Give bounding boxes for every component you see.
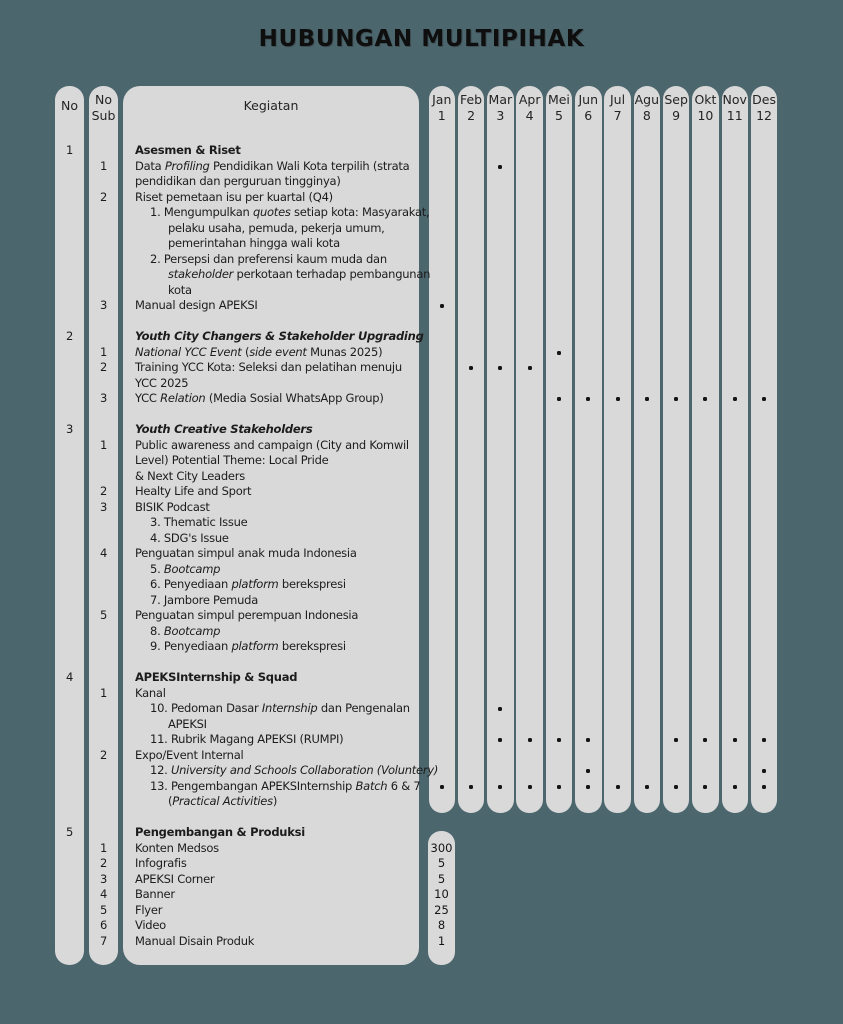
table-row [0,469,843,485]
schedule-dot-nov [733,397,737,401]
row-sub-no: 2 [99,189,108,204]
activity-text: Manual Disain Produk [135,933,255,948]
schedule-dot-sep [674,785,678,789]
activity-text: Expo/Event Internal [135,747,244,762]
activity-text: 4. SDG's Issue [150,530,229,545]
table-row [0,794,843,810]
row-sub-no: 1 [99,344,108,359]
row-sub-no: 1 [99,685,108,700]
activity-text: pendidikan dan perguruan tingginya) [135,174,341,188]
row-sub-no: 5 [99,902,108,917]
schedule-dot-jul [616,397,620,401]
row-sub-no: 2 [99,856,108,870]
activity-section-title: APEKSInternship & Squad [135,670,298,684]
schedule-dot-jun [586,769,590,773]
activity-text: APEKSI [168,716,207,731]
schedule-dot-mar [498,366,502,370]
table-row [0,159,843,175]
row-sub-no: 1 [99,840,108,855]
header-no-sub [85,92,122,124]
spacer-row [0,314,843,330]
table-row [0,515,843,531]
month-name: Agu [634,92,660,107]
schedule-dot-apr [528,366,532,370]
table-row [0,593,843,609]
table-row [0,283,843,299]
activity-text: YCC Relation (Media Sosial WhatsApp Group) [135,391,384,405]
schedule-dot-apr [528,738,532,742]
schedule-dot-mei [557,351,561,355]
table-row [0,856,843,872]
header-no-sub-line2: Sub [91,108,116,123]
activity-text: 2. Persepsi dan preferensi kaum muda dan [150,251,387,266]
table-row [0,236,843,252]
schedule-dot-jan [440,304,444,308]
month-header-jul [602,92,633,124]
table-row [0,887,843,903]
month-name: Nov [722,92,747,107]
spacer-row [0,655,843,671]
activity-text: 3. Thematic Issue [150,515,248,529]
schedule-dot-jun [586,785,590,789]
jan-quantity: 10 [434,887,449,901]
month-number: 2 [467,108,476,123]
table-row [0,732,843,748]
activity-text: pelaku usaha, pemuda, pekerja umum, [168,220,385,235]
month-header-okt [690,92,721,124]
table-row [0,174,843,190]
schedule-dot-agu [645,785,649,789]
schedule-dot-des [762,738,766,742]
schedule-dot-mar [498,707,502,711]
month-header-mei [544,92,575,124]
rows [0,143,843,949]
month-name: Jan [432,92,452,107]
month-header-nov [720,92,751,124]
month-number: 9 [672,108,681,123]
table-row [0,500,843,516]
header-kegiatan: Kegiatan [243,98,299,113]
activity-text: 5. Bootcamp [150,561,221,576]
activity-text: Konten Medsos [135,840,219,855]
table-row [0,329,843,345]
activity-text: & Next City Leaders [135,468,245,483]
activity-text: 13. Pengembangan APEKSInternship Batch 6 & 7 [150,778,421,793]
activity-text: 9. Penyediaan platform berekspresi [150,639,346,653]
month-name: Des [752,92,776,107]
month-number: 1 [437,108,446,123]
jan-quantity: 1 [437,933,446,948]
schedule-dot-agu [645,397,649,401]
activity-text: 12. University and Schools Collaboration (Voluntery) [150,763,439,777]
jan-quantity: 25 [434,902,449,917]
table-row [0,422,843,438]
table-row [0,205,843,221]
row-sub-no: 3 [99,298,108,312]
schedule-dot-mei [557,738,561,742]
row-no: 3 [65,422,74,436]
row-sub-no: 3 [99,391,108,405]
table-row [0,391,843,407]
jan-quantity: 5 [437,871,446,886]
activity-text: Flyer [135,902,163,917]
table-row [0,267,843,283]
activity-text: Penguatan simpul anak muda Indonesia [135,546,357,560]
activity-text: 11. Rubrik Magang APEKSI (RUMPI) [150,732,344,746]
table-row [0,531,843,547]
month-name: Jul [610,92,626,107]
month-header-agu [632,92,663,124]
page-title: HUBUNGAN MULTIPIHAK [258,26,585,52]
row-sub-no: 7 [99,933,108,948]
month-name: Apr [518,92,541,107]
schedule-dot-mar [498,738,502,742]
jan-quantity: 300 [430,840,453,855]
activity-text: BISIK Podcast [135,499,210,514]
table-row [0,360,843,376]
row-no: 5 [65,825,74,839]
activity-text: National YCC Event (side event Munas 2025) [135,344,383,359]
table-row [0,701,843,717]
schedule-dot-mar [498,785,502,789]
activity-text: Manual design APEKSI [135,298,258,312]
row-sub-no: 6 [99,918,108,932]
row-sub-no: 2 [99,747,108,762]
schedule-dot-jun [586,738,590,742]
table-row [0,221,843,237]
table-row [0,624,843,640]
month-number: 12 [756,108,772,123]
activity-text: Riset pemetaan isu per kuartal (Q4) [135,189,333,204]
activity-text: 6. Penyediaan platform berekspresi [150,577,346,591]
table-row [0,298,843,314]
activity-text: (Practical Activities) [168,794,278,808]
table-row [0,577,843,593]
activity-text: Kanal [135,685,166,700]
row-sub-no: 4 [99,546,108,560]
month-name: Sep [664,92,688,107]
schedule-dot-des [762,769,766,773]
spacer-row [0,407,843,423]
row-no: 1 [65,143,74,157]
activity-section-title: Youth City Changers & Stakeholder Upgrading [135,329,424,343]
row-sub-no: 1 [99,437,108,452]
schedule-dot-jul [616,785,620,789]
row-sub-no: 5 [99,608,108,622]
schedule-dot-apr [528,785,532,789]
month-number: 4 [525,108,534,123]
row-sub-no: 1 [99,158,108,173]
table-row [0,903,843,919]
row-sub-no: 2 [99,484,108,498]
activity-text: Banner [135,887,175,901]
table-row [0,252,843,268]
table-row [0,562,843,578]
schedule-dot-nov [733,738,737,742]
activity-text: stakeholder perkotaan terhadap pembangunan [168,267,431,281]
activity-text: Public awareness and campaign (City and Komwil [135,437,409,452]
schedule-dot-feb [469,785,473,789]
activity-text: 8. Bootcamp [150,623,221,638]
schedule-dot-sep [674,738,678,742]
row-no: 4 [65,670,74,684]
schedule-dot-mei [557,397,561,401]
table-row [0,686,843,702]
table-row [0,934,843,950]
activity-text: Training YCC Kota: Seleksi dan pelatihan menuju [135,360,402,374]
schedule-dot-mar [498,165,502,169]
spacer-row [0,810,843,826]
table-row [0,779,843,795]
row-no: 2 [65,329,74,343]
schedule-dot-okt [703,785,707,789]
schedule-dot-okt [703,397,707,401]
schedule-dot-des [762,397,766,401]
month-header-mar [485,92,516,124]
schedule-dot-sep [674,397,678,401]
month-name: Mei [547,92,570,107]
activity-text: pemerintahan hingga wali kota [168,236,340,250]
month-number: 8 [642,108,651,123]
table-row [0,670,843,686]
schedule-dot-nov [733,785,737,789]
month-number: 6 [584,108,593,123]
table-row [0,376,843,392]
table-row [0,763,843,779]
table-row [0,918,843,934]
month-header-jun [573,92,604,124]
month-number: 3 [496,108,505,123]
schedule-dot-okt [703,738,707,742]
table-row [0,438,843,454]
header-no: No [61,98,78,113]
month-header-sep [661,92,692,124]
schedule-dot-jan [440,785,444,789]
activity-text: Level) Potential Theme: Local Pride [135,453,329,467]
activity-text: YCC 2025 [135,375,189,390]
month-number: 7 [613,108,622,123]
month-header-apr [514,92,545,124]
month-name: Okt [694,92,717,107]
table-row [0,484,843,500]
schedule-dot-des [762,785,766,789]
row-sub-no: 4 [99,887,108,901]
activity-text: kota [168,282,192,297]
table-row [0,841,843,857]
table-row [0,825,843,841]
activity-text: Video [135,918,166,932]
month-number: 10 [697,108,714,123]
table-row [0,872,843,888]
table-row [0,608,843,624]
activity-text: 7. Jambore Pemuda [150,592,258,607]
schedule-dot-feb [469,366,473,370]
month-header-feb [456,92,487,124]
month-header-jan [427,92,458,124]
table-row [0,143,843,159]
month-name: Mar [488,92,513,107]
jan-quantity: 5 [437,856,446,870]
activity-text: Data Profiling Pendidikan Wali Kota terpilih (strata [135,158,410,173]
table-row [0,717,843,733]
jan-quantity: 8 [437,918,446,932]
table-row [0,345,843,361]
table-row [0,748,843,764]
row-sub-no: 3 [99,871,108,886]
schedule-dot-mei [557,785,561,789]
activity-section-title: Asesmen & Riset [135,143,241,157]
activity-text: APEKSI Corner [135,871,215,886]
row-sub-no: 3 [99,499,108,514]
activity-text: Healty Life and Sport [135,484,252,498]
activity-text: 1. Mengumpulkan quotes setiap kota: Masyarakat, [150,205,430,219]
month-number: 5 [554,108,563,123]
header-no-sub-line1: No [95,92,112,107]
month-number: 11 [726,108,743,123]
month-header-des [749,92,780,124]
month-name: Feb [459,92,483,107]
activity-section-title: Pengembangan & Produksi [135,825,305,839]
row-sub-no: 2 [99,360,108,374]
activity-text: Infografis [135,856,187,870]
table-row [0,453,843,469]
schedule-dot-jun [586,397,590,401]
activity-text: Penguatan simpul perempuan Indonesia [135,608,359,622]
month-name: Jun [578,92,599,107]
activity-text: 10. Pedoman Dasar Internship dan Pengenalan [150,701,410,715]
table-row [0,639,843,655]
table-row [0,546,843,562]
table-row [0,190,843,206]
activity-section-title: Youth Creative Stakeholders [135,422,313,436]
